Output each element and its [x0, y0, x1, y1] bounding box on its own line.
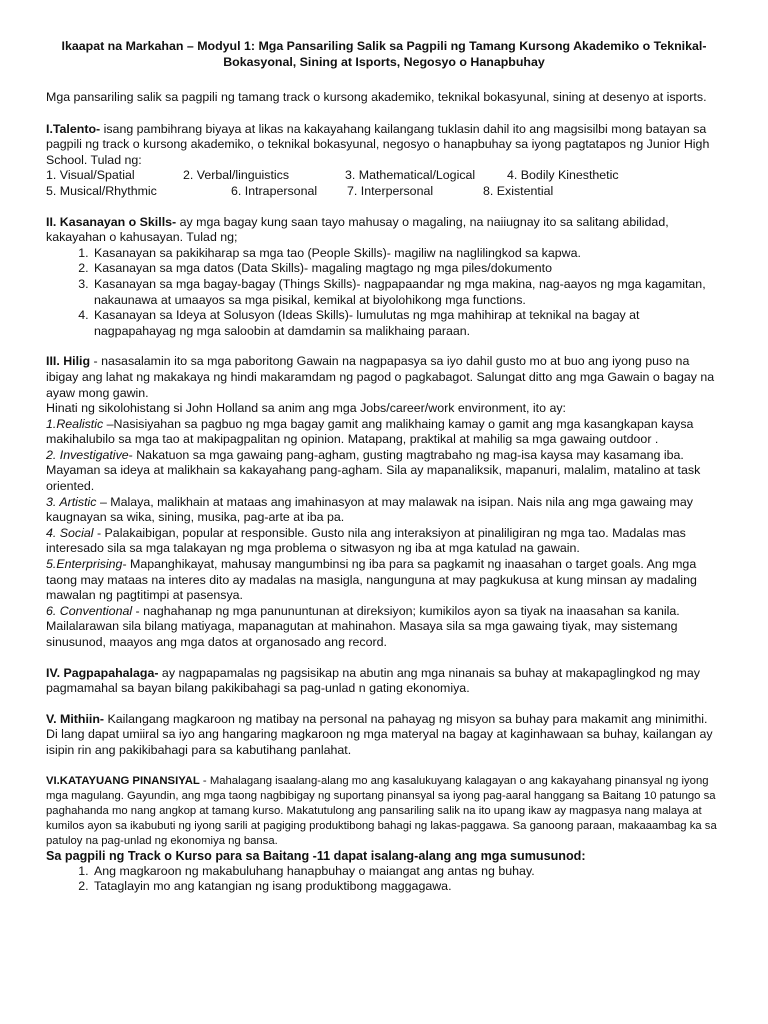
hilig-paragraph [46, 354, 722, 401]
talento-item: 1. Visual/Spatial [46, 168, 135, 183]
holland-type [46, 526, 722, 557]
talento-text: isang pambihrang biyaya at likas na kakayahang kailangang tuklasin dahil ito ang magsisilbi mong batayan sa pagpili ng track o kursong akademiko, o teknikal bokasyunal, negosyo o hanapbuhay sa iyong pagtatapos ng Junior High School. Tulad ng: [46, 121, 710, 167]
skills-paragraph [46, 215, 722, 246]
holland-type [46, 557, 722, 604]
holland-type-lead: 5.Enterprising [46, 557, 123, 572]
holland-paragraph: Hinati ng sikolohistang si John Holland sa anim ang mga Jobs/career/work environment, ito ay: [46, 401, 566, 416]
talento-heading: I.Talento- [46, 121, 101, 136]
holland-type-text: - Mapanghikayat, mahusay mangumbinsi ng iba para sa pagkamit ng inaasahan o target goals. Ang mga taong may mataas na interes dito ay madalas na masigla, nangunguna at may pagkukusa at kung minsan ay madaling mawalan ng pagtitimpi at pasensya. [46, 557, 697, 603]
section-pagpapahalaga [46, 666, 722, 697]
list-item: 3. Kasanayan sa mga bagay-bagay (Things Skills)- nagpapaandar ng mga makina, nag-aayos ng mga kagamitan, nakaunawa at umaayos sa mga pisikal, kemikal at biyolohikong mga functions. [92, 277, 722, 308]
holland-type-text: - naghahanap ng mga panununtunan at direksiyon; kumikilos ayon sa tiyak na inaasahan sa kanila. Mailalarawan sila bilang matiyaga, mapanagutan at mahinahon. Masaya sila sa mga gawaing tiyak, may sistemang sinusunod, maayos ang mga datos at organosado ang record. [46, 603, 680, 649]
holland-type [46, 417, 722, 448]
katayuan-paragraph [46, 774, 722, 849]
talento-item: 5. Musical/Rhythmic [46, 183, 157, 198]
holland-type [46, 495, 722, 526]
katayuan-heading: VI.KATAYUANG PINANSIYAL [46, 774, 200, 787]
section-skills [46, 215, 722, 340]
holland-type-lead: 3. Artistic [46, 494, 97, 509]
hilig-text: - nasasalamin ito sa mga paboritong Gawain na nagpapasya sa iyo dahil gusto mo at buo ang iyong puso na ibigay ang lahat ng makakaya ng hindi makaramdam ng pagod o pagkabagot. Salungat ditto ang mga Gawain o bagay na ayaw mong gawin. [46, 354, 715, 400]
talento-item: 3. Mathematical/Logical [345, 168, 476, 183]
skills-list [46, 246, 722, 340]
final-heading: Sa pagpili ng Track o Kurso para sa Baitang -11 dapat isalang-alang ang mga sumusunod: [46, 848, 586, 863]
mithiin-heading: V. Mithiin- [46, 711, 105, 726]
pagpapahalaga-text: ay nagpapamalas ng pagsisikap na abutin ang mga ninanais sa buhay at makapaglingkod ng may pagmamahal sa bayan bilang pakikibahagi sa pag-unlad n gating ekonomiya. [46, 665, 700, 696]
holland-type-text: –Nasisiyahan sa pagbuo ng mga bagay gamit ang malikhaing kamay o gamit ang mga kasangkapan kaysa makihalubilo sa mga tao at makipagpalitan ng opinion. Matapang, praktikal at mahilig sa mga gawaing outdoor . [46, 416, 694, 447]
talento-row-2 [46, 184, 722, 200]
talento-item: 6. Intrapersonal [231, 183, 318, 198]
mithiin-paragraph [46, 712, 722, 759]
list-item: 1. Kasanayan sa pakikiharap sa mga tao (People Skills)- magiliw na naglilingkod sa kapwa. [92, 246, 722, 262]
pagpapahalaga-paragraph [46, 666, 722, 697]
holland-type-lead: 4. Social [46, 525, 94, 540]
list-item: 4. Kasanayan sa Ideya at Solusyon (Ideas Skills)- lumulutas ng mga mahihirap at teknikal na bagay at nagpapahayag ng mga saloobin at damdamin sa malikhaing paraan. [92, 308, 722, 339]
skills-heading: II. Kasanayan o Skills- [46, 214, 177, 229]
talento-item: 2. Verbal/linguistics [183, 168, 290, 183]
section-mithiin [46, 712, 722, 759]
holland-type-text: - Palakaibigan, popular at responsible. Gusto nila ang interaksiyon at pinaliligiran ng mga tao. Madalas mas interesado sila sa mga talakayan ng mga problema o sitwasyon ng iba at mga katulad na gawain. [46, 525, 686, 556]
pagpapahalaga-heading: IV. Pagpapahalaga- [46, 665, 159, 680]
holland-type-text: – Malaya, malikhain at mataas ang imahinasyon at may malawak na isipan. Nais nila ang mga gawaing may kaugnayan sa wika, sining, musika, pag-arte at iba pa. [46, 494, 693, 525]
talento-item: 4. Bodily Kinesthetic [507, 168, 619, 183]
holland-type [46, 448, 722, 495]
talento-item: 7. Interpersonal [347, 183, 434, 198]
katayuan-text: - Mahalagang isaalang-alang mo ang kasalukuyang kalagayan o ang kakayahang pinansyal ng iyong mga magulang. Gayundin, ang mga taong nagbibigay ng suportang pinansyal sa iyong pag-aaral hanggang sa Baitang 10 patungo sa paghahanda mo nang angkop at tamang kurso. Makatutulong ang pansariling salik na ito upang ikaw ay magpasya nang malaya at kumilos ayon sa ikabubuti ng iyong sarili at pagiging produktibong bahagi ng lakas-paggawa. Sa ganoong paraan, makaaambag ka sa patuloy na pag-unlad ng ekonomiya ng bansa. [46, 774, 717, 847]
section-final [46, 849, 722, 895]
holland-type-lead: 6. Conventional [46, 603, 133, 618]
holland-type [46, 604, 722, 651]
section-talento [46, 122, 722, 200]
document-title: Ikaapat na Markahan – Modyul 1: Mga Pansariling Salik sa Pagpili ng Tamang Kursong Akademiko o Teknikal-Bokasyonal, Sining at Isports, Negosyo o Hanapbuhay [61, 39, 707, 69]
talento-paragraph [46, 122, 722, 169]
skills-text: ay mga bagay kung saan tayo mahusay o magaling, na naiiugnay ito sa salitang abilidad, kakayahan o kahusayan. Tulad ng; [46, 214, 669, 245]
holland-type-lead: 1.Realistic [46, 416, 104, 431]
list-item: 2. Kasanayan sa mga datos (Data Skills)- magaling magtago ng mga piles/dokumento [92, 261, 722, 277]
list-item: 2. Tataglayin mo ang katangian ng isang produktibong maggagawa. [92, 879, 722, 895]
hilig-heading: III. Hilig [46, 354, 91, 369]
talento-item: 8. Existential [483, 183, 554, 198]
list-item: 1. Ang magkaroon ng makabuluhang hanapbuhay o maiangat ang antas ng buhay. [92, 864, 722, 880]
holland-type-text: - Nakatuon sa mga gawaing pang-agham, gusting magtrabaho ng mag-isa kaysa may kasamang iba. Mayaman sa ideya at malikhain sa kakayahang pang-agham. Sila ay mapanaliksik, mapanuri, malalim, matalino at task oriented. [46, 447, 701, 494]
section-katayuan [46, 774, 722, 849]
section-hilig [46, 354, 722, 650]
intro-paragraph: Mga pansariling salik sa pagpili ng tamang track o kursong akademiko, teknikal bokasyunal, sining at desenyo at isports. [46, 90, 707, 104]
holland-type-lead: 2. Investigative [46, 447, 129, 462]
final-list [46, 864, 722, 895]
talento-row-1 [46, 168, 722, 184]
mithiin-text: Kailangang magkaroon ng matibay na personal na pahayag ng misyon sa buhay para makamit ang minimithi. Di lang dapat umiiral sa iyo ang hangaring magkaroon ng mga materyal na bagay at kaginhawaan sa buhay, kailangan ay isipin rin ang pakikibahagi para sa kabutihang panlahat. [46, 711, 713, 757]
